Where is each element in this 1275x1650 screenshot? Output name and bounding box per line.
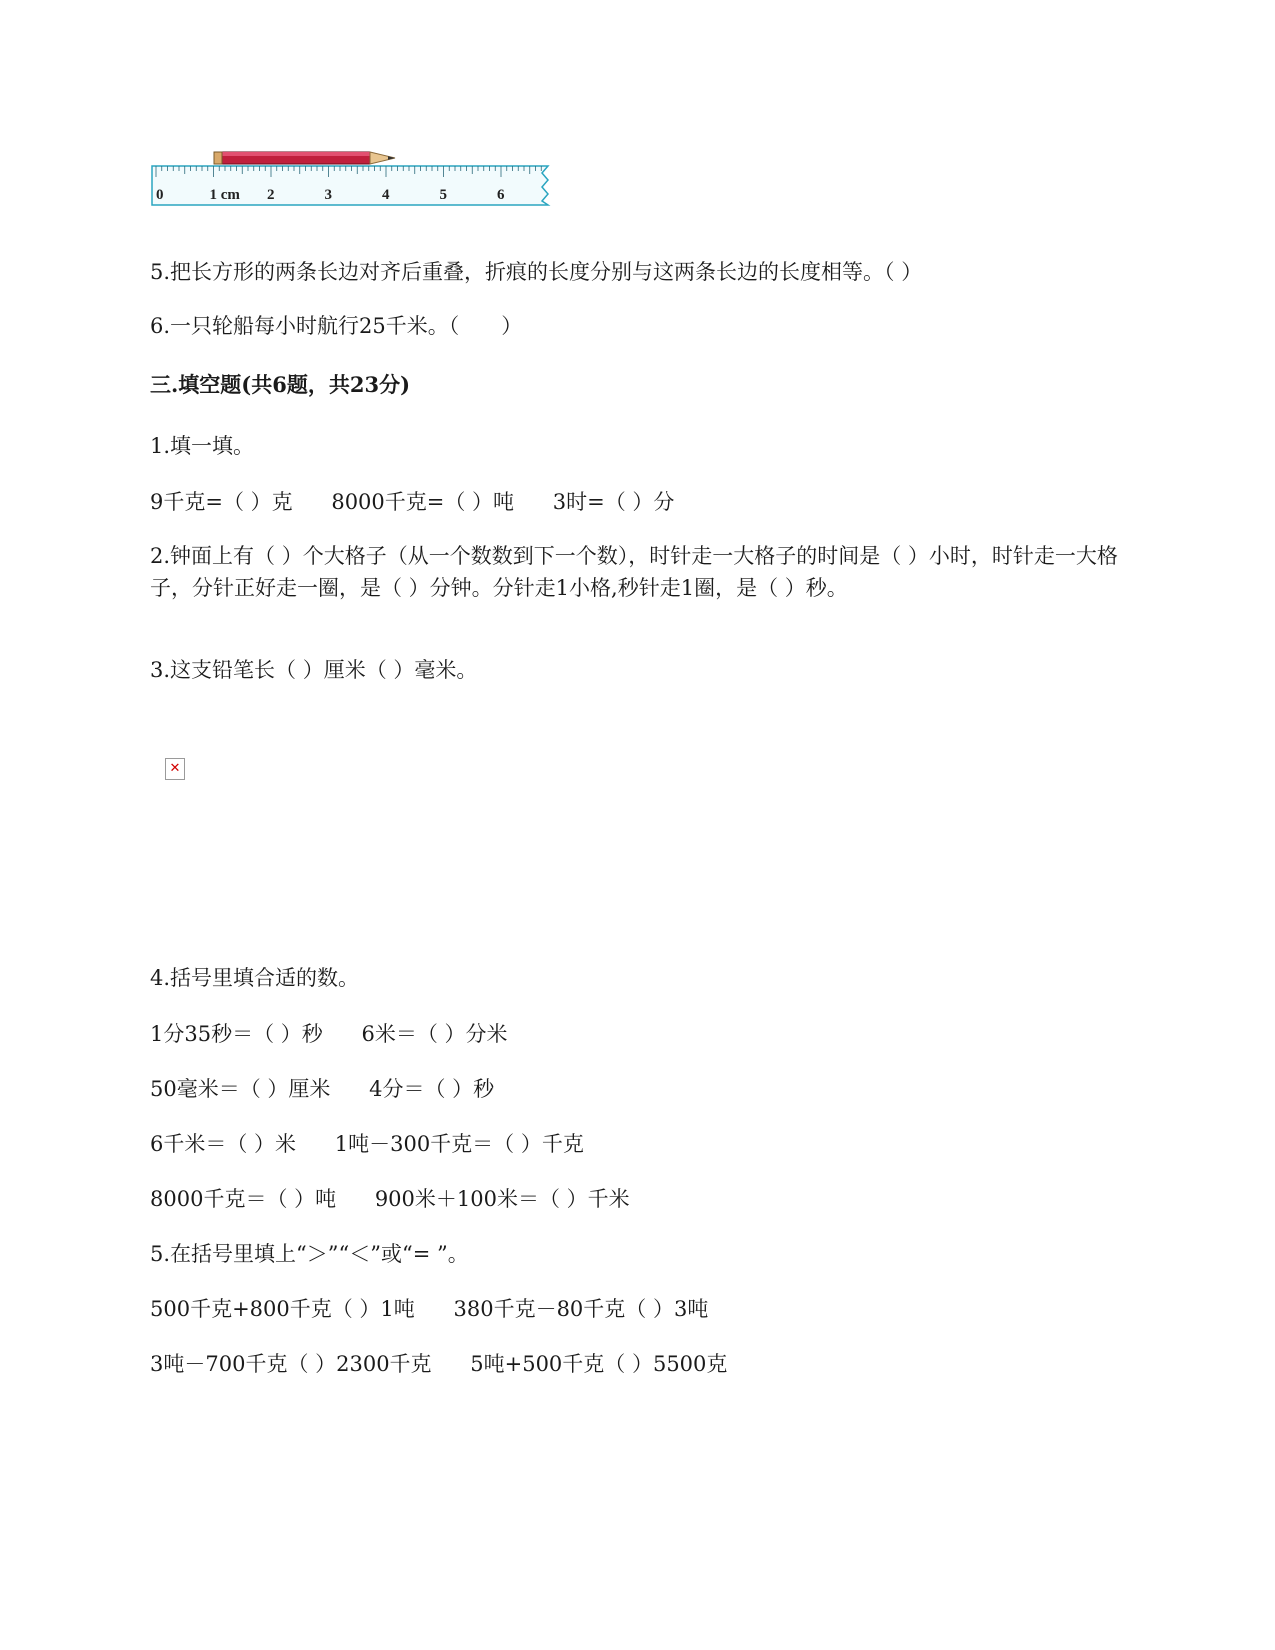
- ruler-label: 3: [324, 187, 332, 203]
- fill-item: 1分35秒＝（ ）秒: [150, 1022, 323, 1046]
- fill-item: 900米＋100米＝（ ）千米: [374, 1187, 630, 1211]
- fill-item: 3吨－700千克（ ）2300千克: [150, 1352, 432, 1376]
- fill-question-5-prompt: 5.在括号里填上“＞”“＜”或“= ”。: [150, 1242, 469, 1266]
- fill-question-2: 2.钟面上有（ ）个大格子（从一个数数到下一个数），时针走一大格子的时间是（ ）小时，时针走一大格子，分针正好走一圈，是（ ）分钟。分针走1小格,秒针走1圈，是（ ）秒。: [150, 544, 1118, 600]
- ruler-label: 2: [267, 187, 275, 203]
- fill-question-1-prompt: 1.填一填。: [150, 434, 255, 458]
- fill-item: 500千克+800千克（ ）1吨: [150, 1297, 415, 1321]
- fill-item: 8000千克=（ ）吨: [331, 490, 515, 514]
- fill-question-4-row: [150, 1183, 630, 1215]
- ruler-label: 0: [156, 187, 164, 203]
- fill-item: 380千克－80千克（ ）3吨: [453, 1297, 709, 1321]
- fill-item: 4分＝（ ）秒: [369, 1077, 495, 1101]
- ruler-label: 6: [497, 187, 505, 203]
- fill-question-1-items: [150, 486, 674, 518]
- question-5-true-false: 5.把长方形的两条长边对齐后重叠，折痕的长度分别与这两条长边的长度相等。（ ）: [150, 260, 923, 284]
- fill-question-5-row: [150, 1348, 727, 1380]
- fill-question-3: 3.这支铅笔长（ ）厘米（ ）毫米。: [150, 658, 478, 682]
- ruler-label: 4: [382, 187, 390, 203]
- pencil: [214, 152, 395, 164]
- ruler-with-pencil-figure: [150, 150, 580, 210]
- ruler-label: 1 cm: [209, 187, 240, 203]
- fill-item: 50毫米＝（ ）厘米: [150, 1077, 331, 1101]
- fill-question-5-row: [150, 1293, 708, 1325]
- fill-question-4-row: [150, 1073, 494, 1105]
- fill-question-4-row: [150, 1128, 584, 1160]
- fill-item: 1吨－300千克＝（ ）千克: [334, 1132, 584, 1156]
- fill-item: 9千克=（ ）克: [150, 490, 293, 514]
- fill-question-4-prompt: 4.括号里填合适的数。: [150, 966, 360, 990]
- fill-item: 3时=（ ）分: [552, 490, 675, 514]
- ruler-label: 5: [439, 187, 447, 203]
- fill-item: 6千米＝（ ）米: [150, 1132, 297, 1156]
- fill-item: 8000千克＝（ ）吨: [150, 1187, 337, 1211]
- broken-image-icon: ✕: [165, 758, 185, 780]
- section-title-fill-in: 三.填空题(共6题，共23分): [150, 372, 411, 397]
- fill-item: 5吨+500千克（ ）5500克: [470, 1352, 728, 1376]
- question-6-true-false: 6.一只轮船每小时航行25千米。（ ）: [150, 314, 523, 338]
- fill-item: 6米＝（ ）分米: [361, 1022, 508, 1046]
- fill-question-4-row: [150, 1018, 508, 1050]
